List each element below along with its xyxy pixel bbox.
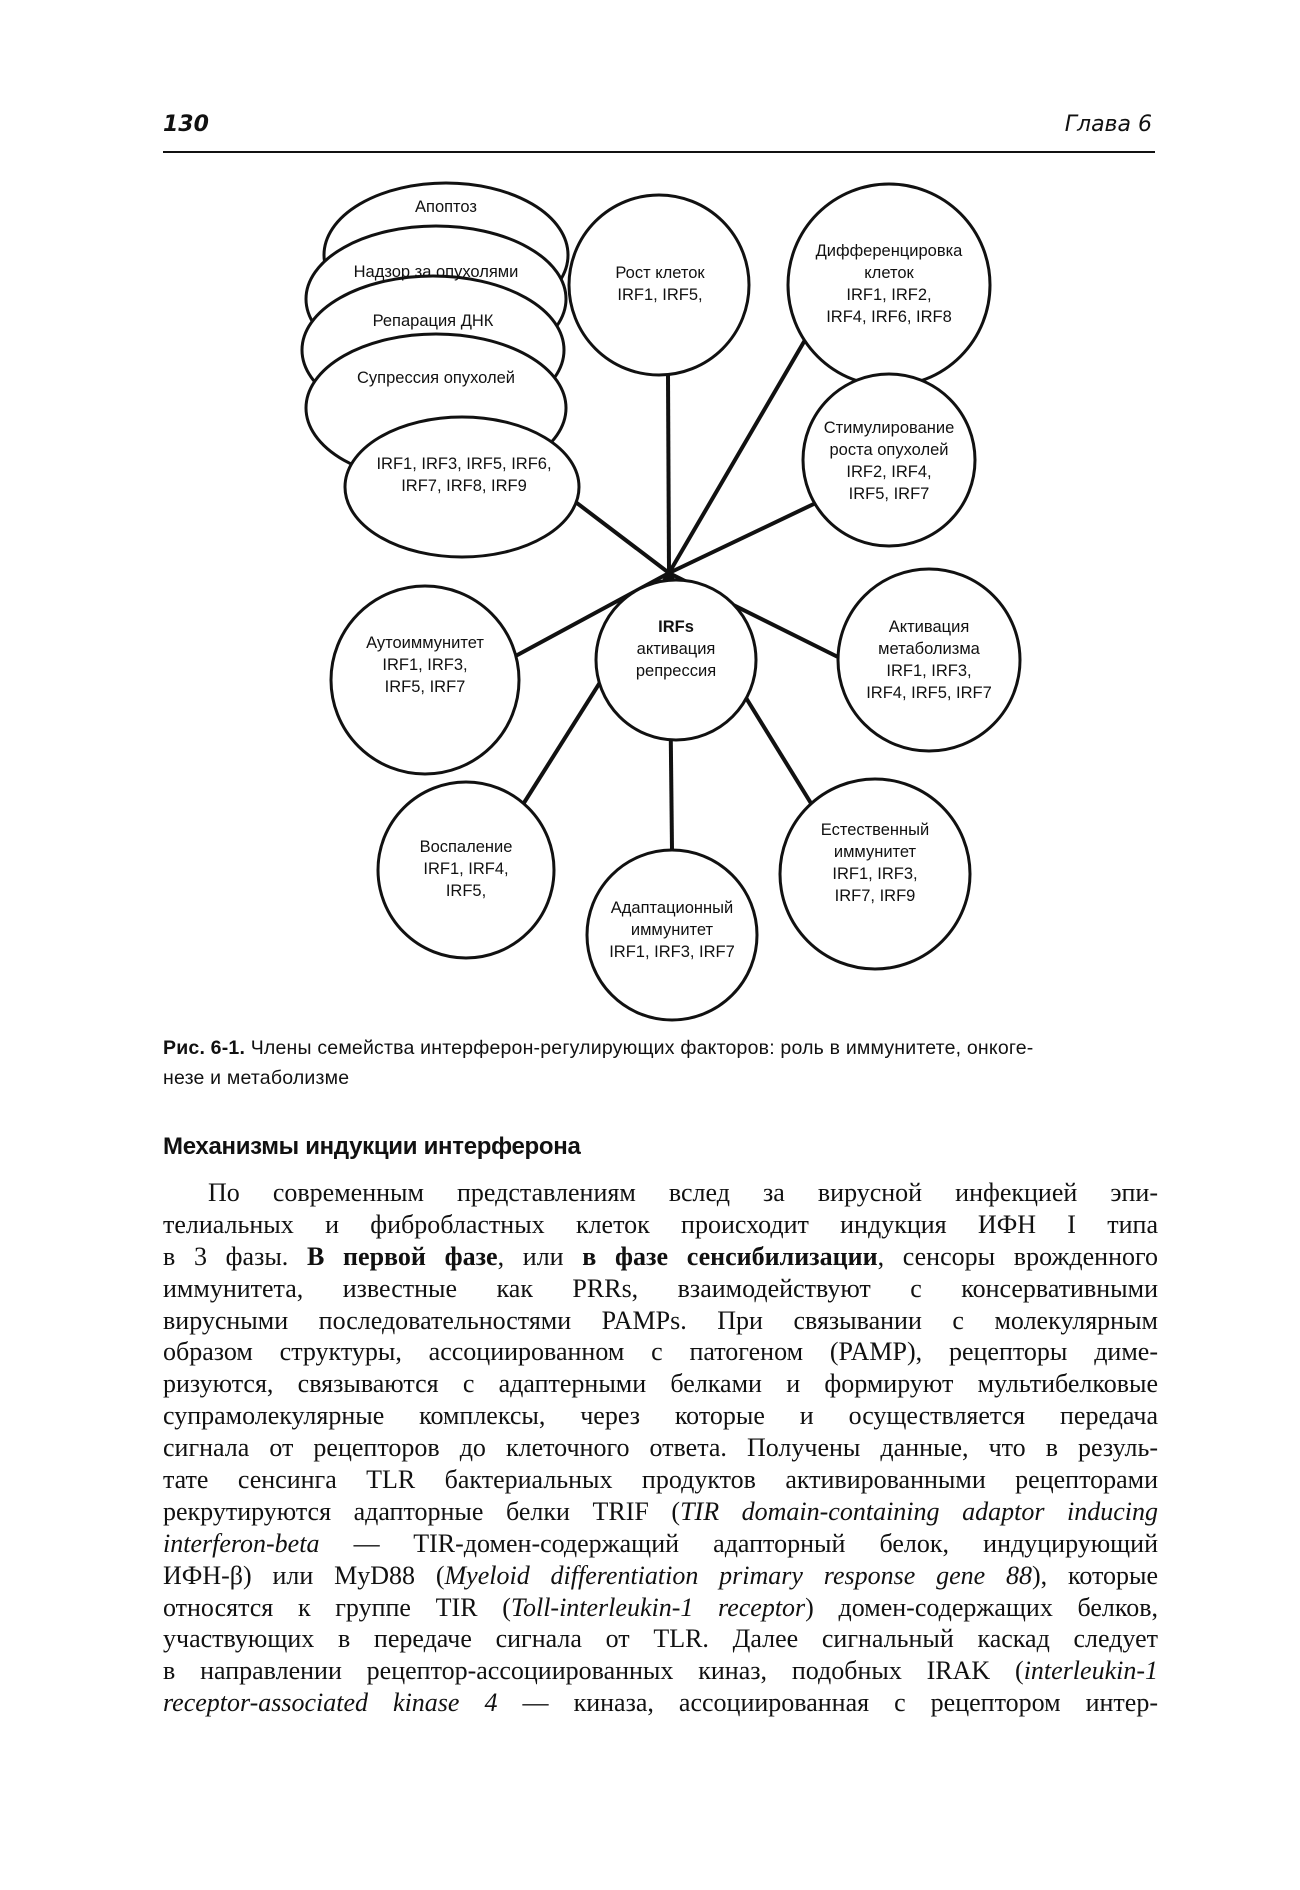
- text-span: , или: [497, 1241, 583, 1271]
- term-trif-end: interferon-beta: [163, 1528, 320, 1558]
- circle-center: [596, 580, 756, 740]
- text-line: образом структуры, ассоциированном с патогеном (PAMP), рецепторы диме-: [163, 1337, 1158, 1367]
- text-line: [163, 1655, 1158, 1687]
- label-stack-irfs-1: IRF1, IRF3, IRF5, IRF6,: [376, 455, 552, 473]
- label-stack-irfs-2: IRF7, IRF8, IRF9: [401, 477, 527, 495]
- text-line: тате сенсинга TLR бактериальных продуктов активированными рецепторами: [163, 1465, 1158, 1495]
- text-span: в 3 фазы.: [163, 1241, 308, 1271]
- suppression-stack: [302, 183, 579, 557]
- inflammation-line-3: IRF5,: [445, 882, 487, 900]
- text-line: сигнала от рецепторов до клеточного ответа. Получены данные, что в резуль-: [163, 1433, 1158, 1463]
- term-myd88: Myeloid differentiation primary response gene 88: [444, 1560, 1033, 1590]
- term-tir: Toll-interleukin-1 receptor: [510, 1592, 806, 1622]
- text-line: [163, 1592, 1158, 1624]
- innate-line-1: Естественный: [820, 821, 930, 839]
- differentiation-line-4: IRF4, IRF6, IRF8: [826, 308, 952, 326]
- innate-line-3: IRF1, IRF3,: [832, 865, 918, 883]
- caption-text-1: Члены семейства интерферон-регулирующих факторов: роль в иммунитете, онкоге-: [245, 1037, 1034, 1059]
- label-apoptosis: Апоптоз: [415, 198, 477, 216]
- page-number: 130: [163, 112, 209, 137]
- adaptive-line-1: Адаптационный: [610, 899, 734, 917]
- tumor-growth-line-1: Стимулирование: [823, 419, 955, 437]
- label-surveillance: Надзор за опухолями: [353, 263, 519, 281]
- tumor-growth-line-2: роста опухолей: [829, 441, 949, 459]
- text-line: иммунитета, известные как PRRs, взаимодействуют с консервативными: [163, 1273, 1158, 1303]
- metabolism-line-4: IRF4, IRF5, IRF7: [866, 684, 992, 702]
- text-span: , сенсоры врожденного: [877, 1241, 1158, 1271]
- term-first-phase: В первой фазе: [307, 1241, 498, 1271]
- text-line: супрамолекулярные комплексы, через которые и осуществляется передача: [163, 1401, 1158, 1431]
- term-irak: interleukin-1: [1023, 1656, 1158, 1686]
- autoimmunity-line-2: IRF1, IRF3,: [382, 656, 468, 674]
- label-suppression: Супрессия опухолей: [357, 369, 515, 387]
- circle-tumor-growth: [803, 374, 975, 546]
- adaptive-line-3: IRF1, IRF3, IRF7: [609, 943, 735, 961]
- text-line: [163, 1560, 1158, 1592]
- caption-line-2: незе и метаболизме: [163, 1067, 350, 1089]
- text-line: По современным представлениям вслед за вирусной инфекцией эпи-: [208, 1178, 1158, 1207]
- text-span: рекрутируются адапторные белки TRIF (: [163, 1496, 681, 1526]
- circle-cell-growth: [569, 195, 749, 375]
- text-span: ), которые: [1032, 1560, 1159, 1590]
- text-span: в направлении рецептор-ассоциированных киназ, подобных IRAK (: [163, 1656, 1024, 1686]
- section-heading: Механизмы индукции интерферона: [163, 1133, 581, 1160]
- term-sensitization: в фазе сенсибилизации: [582, 1241, 878, 1271]
- circle-metabolism: [838, 569, 1020, 751]
- center-title: IRFs: [658, 618, 694, 636]
- differentiation-line-3: IRF1, IRF2,: [846, 286, 932, 304]
- inflammation-line-2: IRF1, IRF4,: [423, 860, 509, 878]
- caption-line-1: [163, 1033, 1158, 1063]
- autoimmunity-line-1: Аутоиммунитет: [366, 634, 484, 652]
- term-irak-end: receptor-associated kinase 4: [163, 1688, 498, 1718]
- text-line: телиальных и фибробластных клеток происходит индукция ИФН I типа: [163, 1209, 1158, 1239]
- text-line: участвующих в передаче сигнала от TLR. Далее сигнальный каскад следует: [163, 1624, 1158, 1654]
- differentiation-line-1: Дифференцировка: [815, 242, 963, 260]
- label-dna-repair: Репарация ДНК: [372, 312, 494, 330]
- figure-caption: [163, 1033, 1158, 1093]
- text-line: [163, 1528, 1158, 1560]
- chapter-title: Глава 6: [1064, 112, 1152, 137]
- inflammation-line-1: Воспаление: [419, 838, 513, 856]
- term-trif: TIR domain-containing adaptor inducing: [680, 1496, 1158, 1526]
- text-span: — TIR-домен-содержащий адапторный белок, индуцирующий: [319, 1528, 1158, 1558]
- innate-line-2: иммунитет: [833, 843, 917, 861]
- text-span: — киназа, ассоциированная с рецептором интер-: [497, 1688, 1158, 1718]
- cell-growth-line-1: Рост клеток: [615, 264, 705, 282]
- text-line: [163, 1687, 1158, 1719]
- differentiation-line-2: клеток: [864, 264, 914, 282]
- text-line: [163, 1241, 1158, 1273]
- text-span: ИФН-β) или MyD88 (: [163, 1560, 445, 1590]
- text-line: вирусными последовательностями PAMPs. При связывании с молекулярным: [163, 1305, 1158, 1335]
- metabolism-line-2: метаболизма: [878, 640, 980, 658]
- adaptive-line-2: иммунитет: [630, 921, 714, 939]
- spoke-cell-growth: [668, 375, 669, 573]
- innate-line-4: IRF7, IRF9: [834, 887, 916, 905]
- text-span: ) домен-содержащих белков,: [805, 1592, 1158, 1622]
- text-line: ризуются, связываются с адаптерными белками и формируют мультибелковые: [163, 1369, 1158, 1399]
- tumor-growth-line-4: IRF5, IRF7: [848, 485, 930, 503]
- center-activation: активация: [636, 640, 716, 658]
- cell-growth-line-2: IRF1, IRF5,: [617, 286, 703, 304]
- circle-differentiation: [788, 184, 990, 386]
- center-repression: репрессия: [635, 662, 717, 680]
- metabolism-line-1: Активация: [888, 618, 970, 636]
- metabolism-line-3: IRF1, IRF3,: [886, 662, 972, 680]
- tumor-growth-line-3: IRF2, IRF4,: [846, 463, 932, 481]
- text-span: относятся к группе TIR (: [163, 1592, 511, 1622]
- spoke-differentiation: [669, 340, 805, 573]
- text-line: [163, 1496, 1158, 1528]
- body-paragraph: [163, 1177, 1158, 1719]
- caption-label: Рис. 6-1.: [163, 1037, 246, 1059]
- autoimmunity-line-3: IRF5, IRF7: [384, 678, 466, 696]
